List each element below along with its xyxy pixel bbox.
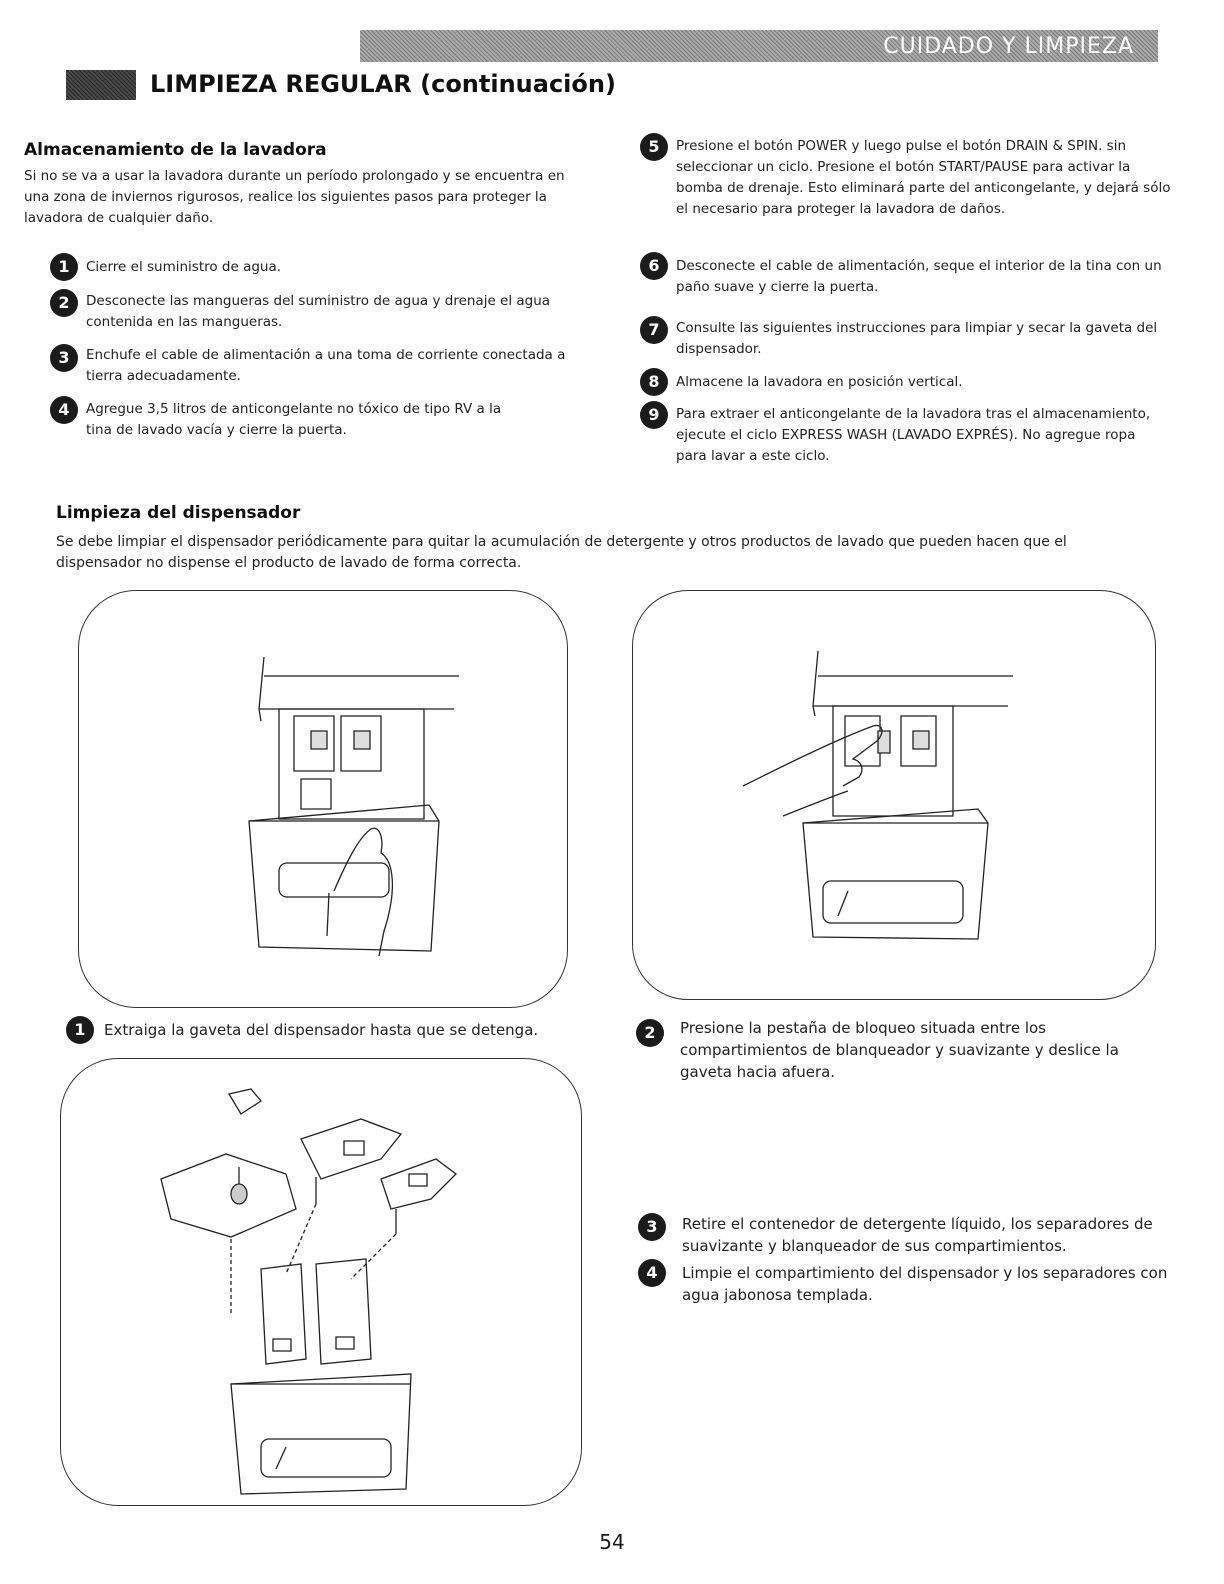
header-band-title: CUIDADO Y LIMPIEZA	[883, 34, 1134, 59]
storage-step-8: Almacene la lavadora en posición vertical.	[676, 374, 963, 390]
storage-step-5: Presione el botón POWER y luego pulse el botón DRAIN & SPIN. sin seleccionar un ciclo. Presione el botón START/PAUSE para activar la bomba de drenaje. Esto eliminará parte del anticongelante, y dejará sólo el necesario para proteger la lavadora de daños.	[676, 138, 1171, 217]
step-number: 2	[50, 289, 78, 317]
dispenser-step-1: Extraiga la gaveta del dispensador hasta que se detenga.	[104, 1021, 539, 1039]
page-number: 54	[599, 1530, 625, 1554]
storage-step-7: Consulte las siguientes instrucciones para limpiar y secar la gaveta del dispensador.	[676, 320, 1158, 357]
storage-step-2: Desconecte las mangueras del suministro de agua y drenaje el agua contenida en las mangueras.	[86, 293, 551, 330]
section-marker	[66, 70, 136, 100]
dispenser-step-3: Retire el contenedor de detergente líquido, los separadores de suavizante y blanqueador de sus compartimientos.	[682, 1215, 1153, 1255]
dispenser-step-4: Limpie el compartimiento del dispensador y los separadores con agua jabonosa templada.	[682, 1264, 1168, 1304]
storage-step-6: Desconecte el cable de alimentación, seque el interior de la tina con un paño suave y cierre la puerta.	[676, 258, 1162, 295]
step-number: 2	[636, 1019, 664, 1047]
step-number: 4	[638, 1259, 666, 1287]
step-number: 5	[640, 133, 668, 161]
step-number: 4	[50, 396, 78, 424]
illustration-press-tab	[632, 590, 1156, 1000]
dispenser-intro: Se debe limpiar el dispensador periódicamente para quitar la acumulación de detergente y otros productos de lavado que pueden hacen que el dispensador no dispense el producto de lavado de forma correcta.	[56, 534, 1067, 571]
step-number: 6	[640, 252, 668, 280]
illustration-pull-drawer	[78, 590, 568, 1008]
storage-intro: Si no se va a usar la lavadora durante un período prolongado y se encuentra en una zona de inviernos rigurosos, realice los siguientes pasos para proteger la lavadora de cualquier daño.	[24, 168, 565, 226]
step-number: 3	[638, 1213, 666, 1241]
step-number: 7	[640, 316, 668, 344]
storage-step-3: Enchufe el cable de alimentación a una toma de corriente conectada a tierra adecuadamente.	[86, 347, 566, 384]
step-number: 9	[640, 401, 668, 429]
header-band	[360, 30, 1158, 62]
section-title: LIMPIEZA REGULAR (continuación)	[150, 70, 616, 98]
dispenser-step-2: Presione la pestaña de bloqueo situada entre los compartimientos de blanqueador y suavizante y deslice la gaveta hacia afuera.	[680, 1019, 1119, 1081]
storage-step-4: Agregue 3,5 litros de anticongelante no tóxico de tipo RV a la tina de lavado vacía y cierre la puerta.	[86, 401, 502, 438]
storage-step-9: Para extraer el anticongelante de la lavadora tras el almacenamiento, ejecute el ciclo EXPRESS WASH (LAVADO EXPRÉS). No agregue ropa para lavar a este ciclo.	[676, 406, 1151, 464]
press-tab-drawing	[633, 591, 1155, 999]
storage-step-1: Cierre el suministro de agua.	[86, 259, 282, 275]
drawer-pull-drawing	[79, 591, 567, 1007]
parts-exploded-drawing	[61, 1059, 581, 1505]
storage-heading: Almacenamiento de la lavadora	[24, 140, 327, 160]
step-number: 3	[50, 344, 78, 372]
step-number: 1	[50, 253, 78, 281]
step-number: 8	[640, 368, 668, 396]
dispenser-heading: Limpieza del dispensador	[56, 503, 301, 523]
step-number: 1	[66, 1016, 94, 1044]
illustration-parts-exploded	[60, 1058, 582, 1506]
